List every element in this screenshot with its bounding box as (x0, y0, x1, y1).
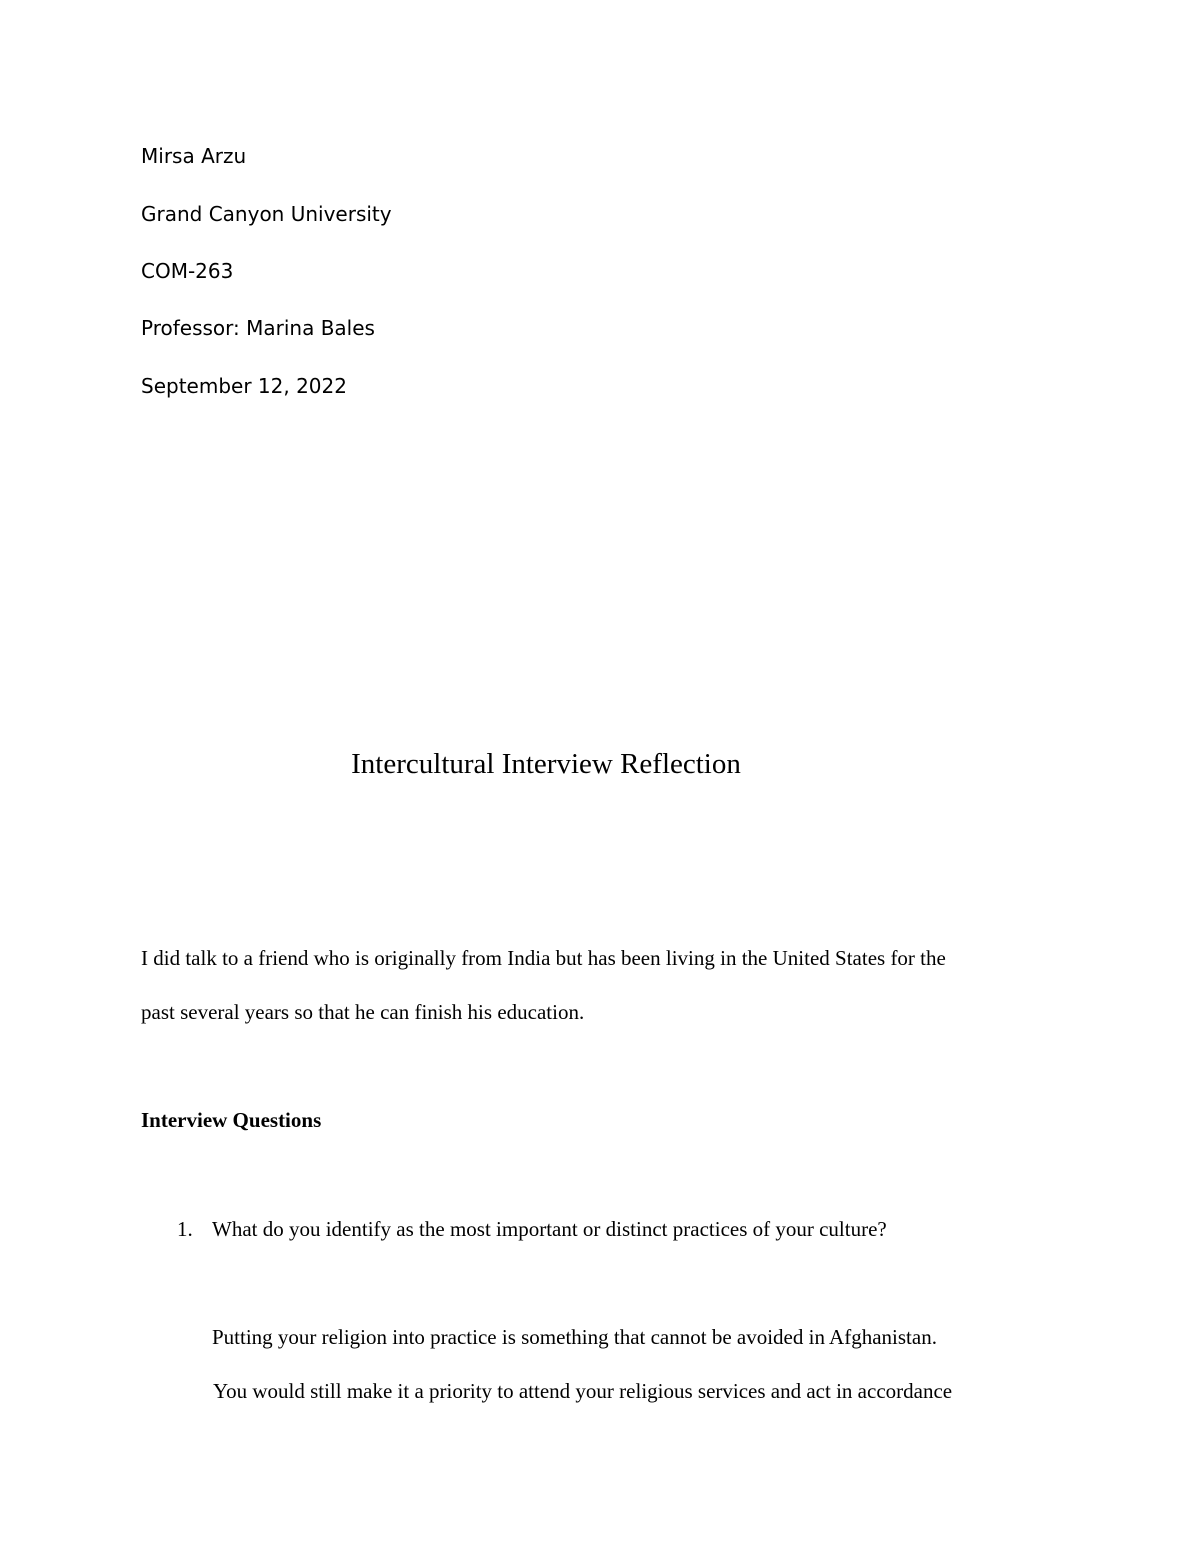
answer-line-1: Putting your religion into practice is something that cannot be avoided in Afghanistan. (212, 1325, 937, 1349)
course-code: COM-263 (141, 259, 234, 283)
question-number: 1. (177, 1217, 193, 1241)
professor-name: Professor: Marina Bales (141, 316, 375, 340)
document-date: September 12, 2022 (141, 374, 347, 398)
intro-line-1: I did talk to a friend who is originally from India but has been living in the United States for the (141, 946, 946, 970)
university-name: Grand Canyon University (141, 202, 392, 226)
question-text: What do you identify as the most important or distinct practices of your culture? (212, 1217, 887, 1241)
document-title: Intercultural Interview Reflection (351, 748, 741, 780)
intro-line-2: past several years so that he can finish his education. (141, 1000, 585, 1024)
answer-line-2: You would still make it a priority to attend your religious services and act in accordance (213, 1379, 953, 1403)
section-heading: Interview Questions (141, 1108, 322, 1132)
author-name: Mirsa Arzu (141, 144, 247, 168)
